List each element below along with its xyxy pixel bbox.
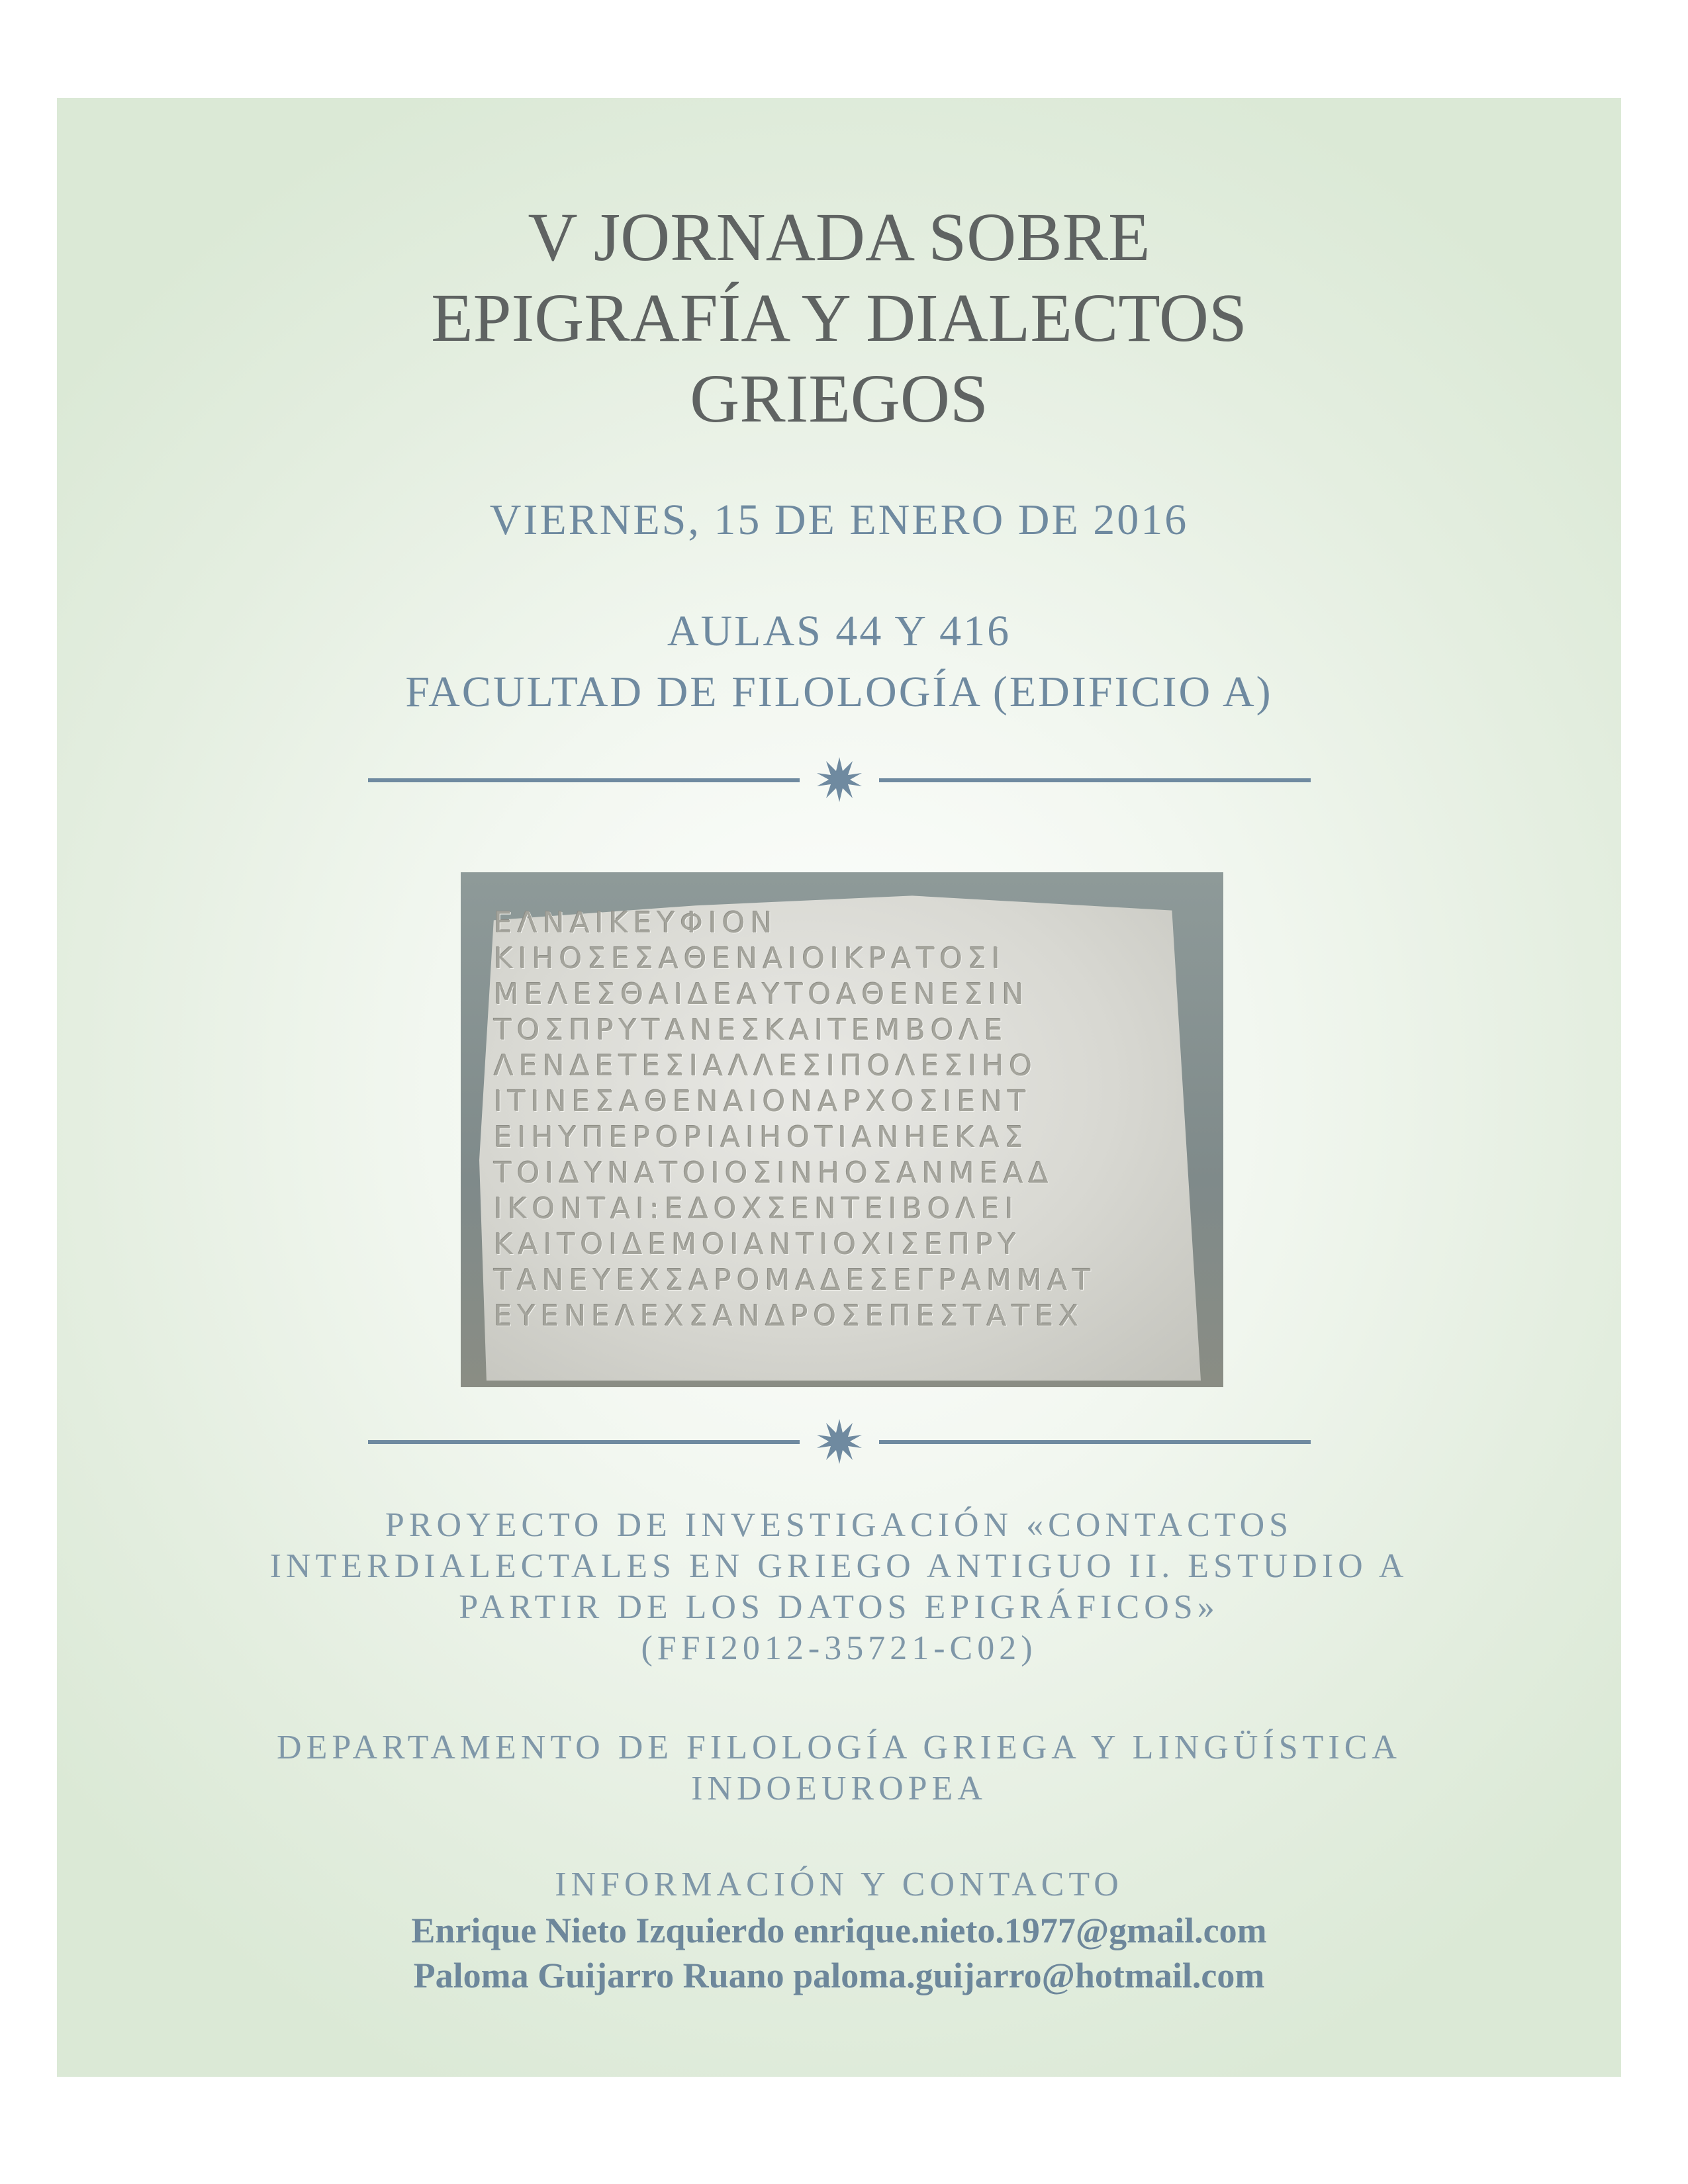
inscription-line: ΚΑΙΤΟΙΔΕΜΟΙΑΝΤΙΟΧΙΣΕΠΡΥ xyxy=(494,1228,1021,1261)
department-line-1: DEPARTAMENTO DE FILOLOGÍA GRIEGA Y LINGÜÍSTICA xyxy=(277,1729,1401,1766)
department-line-2: INDOEUROPEA xyxy=(691,1770,987,1807)
venue-building: FACULTAD DE FILOLOGÍA (EDIFICIO A) xyxy=(405,668,1273,716)
star-ornament-icon xyxy=(813,1415,866,1468)
inscription-line: ΕΥΕΝΕΛΕΧΣΑΝΔΡΟΣΕΠΕΣΤΑΤΕΧ xyxy=(494,1299,1084,1333)
inscription-line: ΤΟΣΠΡΥΤΑΝΕΣΚΑΙΤΕΜΒΟΛΕ xyxy=(494,1013,1008,1047)
divider-bottom xyxy=(368,1415,1311,1468)
inscription-line: ΤΑΝΕΥΕΧΣΑΡΟΜΑΔΕΣΕΓΡΑΜΜΑΤ xyxy=(494,1263,1096,1297)
title-line-3: GRIEGOS xyxy=(690,361,988,437)
project-line-3: PARTIR DE LOS DATOS EPIGRÁFICOS» xyxy=(459,1588,1219,1626)
divider-line-left xyxy=(368,778,800,782)
greek-inscription xyxy=(494,905,1196,1334)
venue-rooms: AULAS 44 Y 416 xyxy=(667,607,1011,655)
info-heading: INFORMACIÓN Y CONTACTO xyxy=(555,1866,1123,1903)
inscription-line: ΜΕΛΕΣΘΑΙΔΕΑΥΤΟΑΘΕΝΕΣΙΝ xyxy=(494,978,1029,1011)
research-project xyxy=(57,1505,1621,1669)
poster-panel xyxy=(57,98,1621,2077)
project-line-2: INTERDIALECTALES EN GRIEGO ANTIGUO II. ESTUDIO A xyxy=(269,1547,1409,1585)
title-line-2: EPIGRAFÍA Y DIALECTOS xyxy=(431,280,1247,356)
inscription-line: ΚΙΗΟΣΕΣΑΘΕΝΑΙΟΙΚΡΑΤΟΣΙ xyxy=(494,942,1006,976)
inscription-line: ΕΙΗΥΠΕΡΟΡΙΑΙΗΟΤΙΑΝΗΕΚΑΣ xyxy=(494,1120,1029,1154)
inscription-line: ΤΟΙΔΥΝΑΤΟΙΟΣΙΝΗΟΣΑΝΜΕΑΔ xyxy=(494,1156,1054,1190)
event-venue xyxy=(57,601,1621,723)
project-line-1: PROYECTO DE INVESTIGACIÓN «CONTACTOS xyxy=(385,1506,1293,1544)
event-date: VIERNES, 15 DE ENERO DE 2016 xyxy=(489,496,1189,544)
divider-top xyxy=(368,753,1311,806)
contact-paloma: Paloma Guijarro Ruano paloma.guijarro@hotmail.com xyxy=(413,1956,1265,1995)
divider-line-right xyxy=(879,778,1311,782)
divider-line-right xyxy=(879,1440,1311,1444)
inscription-line: ΕΛΝΑΙΚΕΥΦΙΟΝ xyxy=(494,906,778,940)
inscription-line: ΙΤΙΝΕΣΑΘΕΝΑΙΟΝΑΡΧΟΣΙΕΝΤ xyxy=(494,1085,1031,1118)
star-ornament-icon xyxy=(813,753,866,806)
inscription-photo xyxy=(461,872,1223,1387)
project-code: (FFI2012-35721-C02) xyxy=(641,1629,1037,1667)
event-title xyxy=(57,197,1621,439)
department xyxy=(57,1727,1621,1809)
divider-line-left xyxy=(368,1440,800,1444)
title-line-1: V JORNADA SOBRE xyxy=(528,199,1150,275)
contact-enrique: Enrique Nieto Izquierdo enrique.nieto.1977@gmail.com xyxy=(411,1911,1267,1950)
inscription-line: ΛΕΝΔΕΤΕΣΙΑΛΛΕΣΙΠΟΛΕΣΙΗΟ xyxy=(494,1049,1038,1083)
inscription-line: ΙΚΟΝΤΑΙ:ΕΔΟΧΣΕΝΤΕΙΒΟΛΕΙ xyxy=(494,1192,1019,1226)
